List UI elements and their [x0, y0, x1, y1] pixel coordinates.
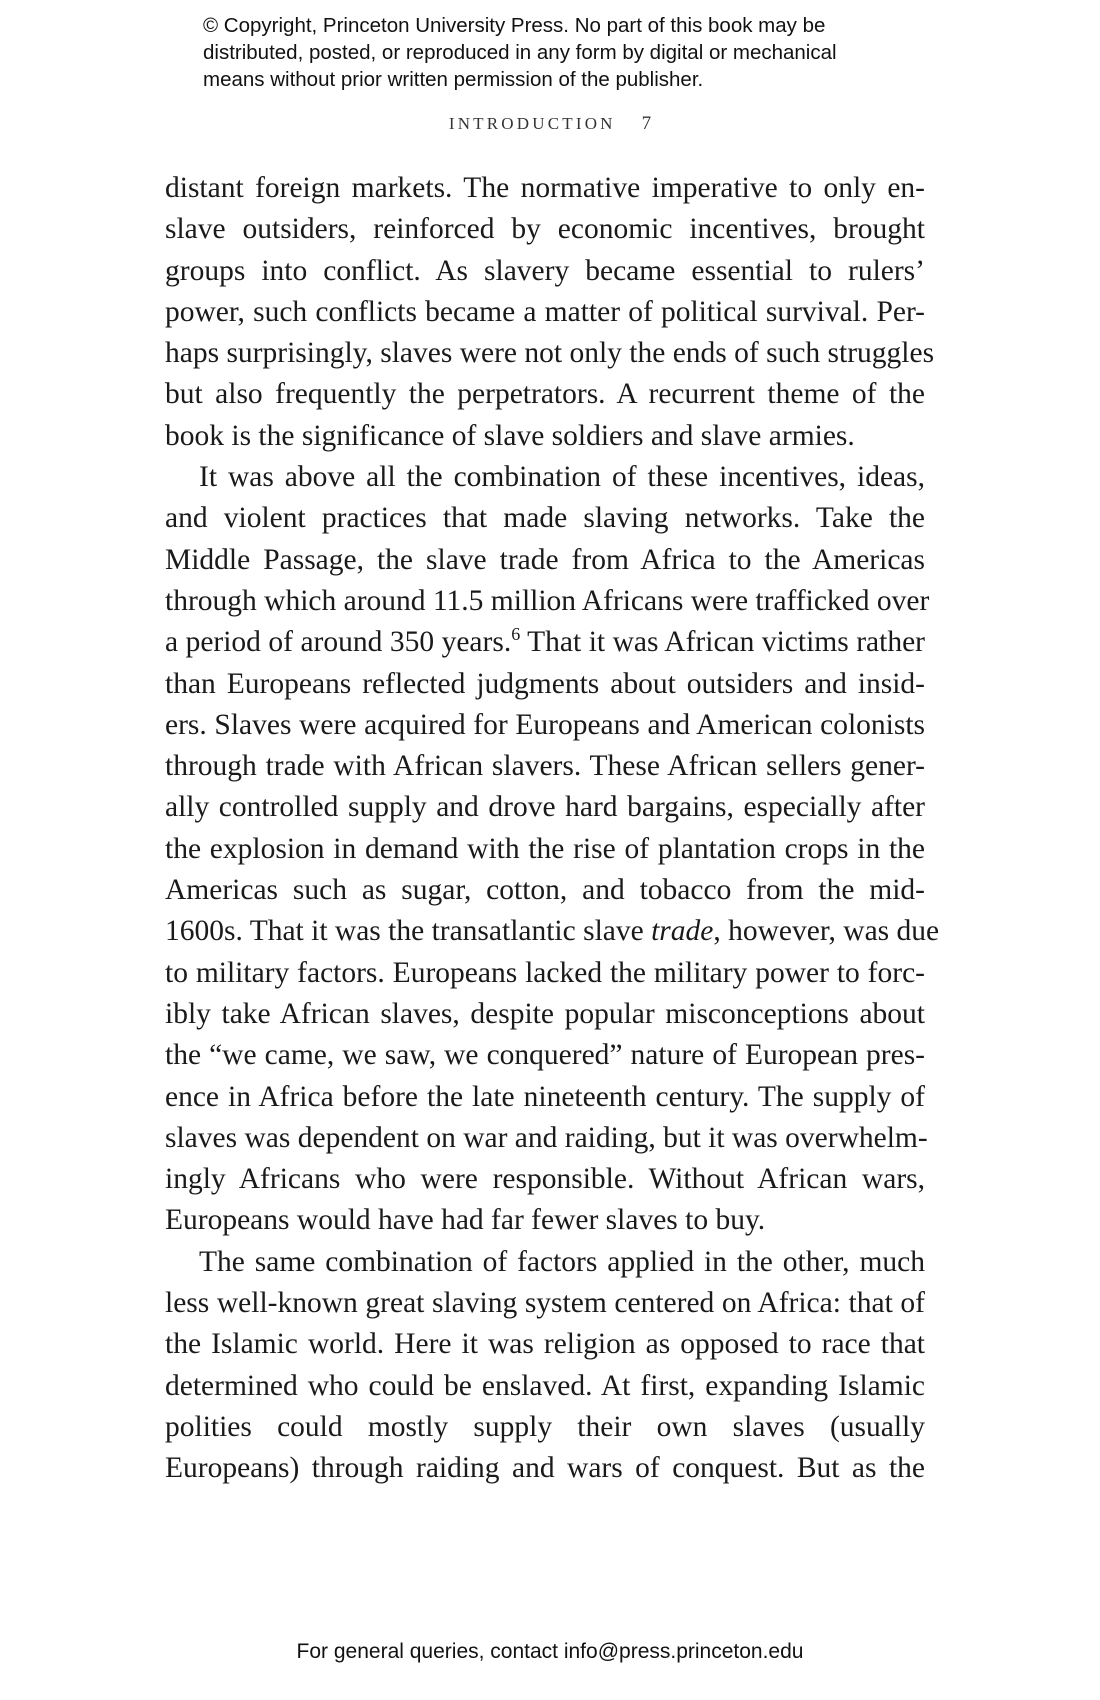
text-segment: 1600s. That it was the transatlantic slave [165, 915, 652, 948]
text-line: and violent practices that made slaving networks. Take the [165, 502, 925, 535]
footnote-reference[interactable]: 6 [511, 624, 521, 645]
text-line: slave outsiders, reinforced by economic incentives, brought [165, 213, 925, 246]
text-line: ally controlled supply and drove hard bargains, especially after [165, 791, 925, 824]
text-line: Americas such as sugar, cotton, and tobacco from the mid- [165, 874, 925, 907]
italic-word: trade [651, 915, 714, 948]
text-line: through trade with African slavers. These African sellers gener- [165, 750, 925, 783]
text-line [165, 911, 940, 952]
text-line: Europeans) through raiding and wars of conquest. But as the [165, 1452, 925, 1485]
copyright-line: distributed, posted, or reproduced in any form by digital or mechanical [203, 41, 837, 64]
text-line: book is the significance of slave soldiers and slave armies. [165, 419, 855, 452]
text-line [165, 622, 925, 663]
text-line: ence in Africa before the late nineteenth century. The supply of [165, 1080, 925, 1113]
footer-contact: For general queries, contact info@press.princeton.edu [296, 1640, 804, 1663]
copyright-line: means without prior written permission of the publisher. [203, 68, 704, 91]
text-line: determined who could be enslaved. At first, expanding Islamic [165, 1369, 925, 1402]
text-line: It was above all the combination of these incentives, ideas, [199, 461, 925, 494]
text-line: ibly take African slaves, despite popular misconceptions about [165, 997, 925, 1030]
running-head [0, 113, 1100, 135]
text-line: the “we came, we saw, we conquered” nature of European pres- [165, 1039, 925, 1072]
text-segment: That it was African victims rather [520, 626, 925, 659]
text-line: through which around 11.5 million Africans were trafficked over [165, 584, 930, 617]
text-line: less well-known great slaving system centered on Africa: that of [165, 1287, 925, 1320]
copyright-notice [203, 12, 923, 93]
text-line: to military factors. Europeans lacked the military power to forc- [165, 956, 925, 989]
text-line: Europeans would have had far fewer slaves to buy. [165, 1204, 766, 1237]
text-segment: a period of around 350 years. [165, 626, 512, 659]
text-line: groups into conflict. As slavery became essential to rulers’ [165, 254, 925, 287]
text-line: ingly Africans who were responsible. Without African wars, [165, 1163, 925, 1196]
text-line: Middle Passage, the slave trade from Africa to the Americas [165, 543, 925, 576]
text-line: but also frequently the perpetrators. A recurrent theme of the [165, 378, 925, 411]
text-line: ers. Slaves were acquired for Europeans and American colonists [165, 708, 925, 741]
text-line: polities could mostly supply their own slaves (usually [165, 1410, 925, 1443]
text-line: the Islamic world. Here it was religion as opposed to race that [165, 1328, 925, 1361]
body-text [165, 168, 940, 1490]
running-head-title: INTRODUCTION [448, 114, 616, 133]
copyright-line: © Copyright, Princeton University Press. No part of this book may be [203, 14, 826, 37]
text-line: slaves was dependent on war and raiding, but it was overwhelm- [165, 1121, 928, 1154]
text-line: haps surprisingly, slaves were not only the ends of such struggles [165, 337, 935, 370]
text-segment: , however, was due [713, 915, 940, 948]
page-number: 7 [641, 113, 652, 134]
text-line: than Europeans reflected judgments about outsiders and insid- [165, 667, 925, 700]
text-line: the explosion in demand with the rise of plantation crops in the [165, 832, 925, 865]
text-line: power, such conflicts became a matter of political survival. Per- [165, 295, 925, 328]
text-line: distant foreign markets. The normative imperative to only en- [165, 172, 925, 204]
text-line: The same combination of factors applied in the other, much [199, 1245, 925, 1278]
